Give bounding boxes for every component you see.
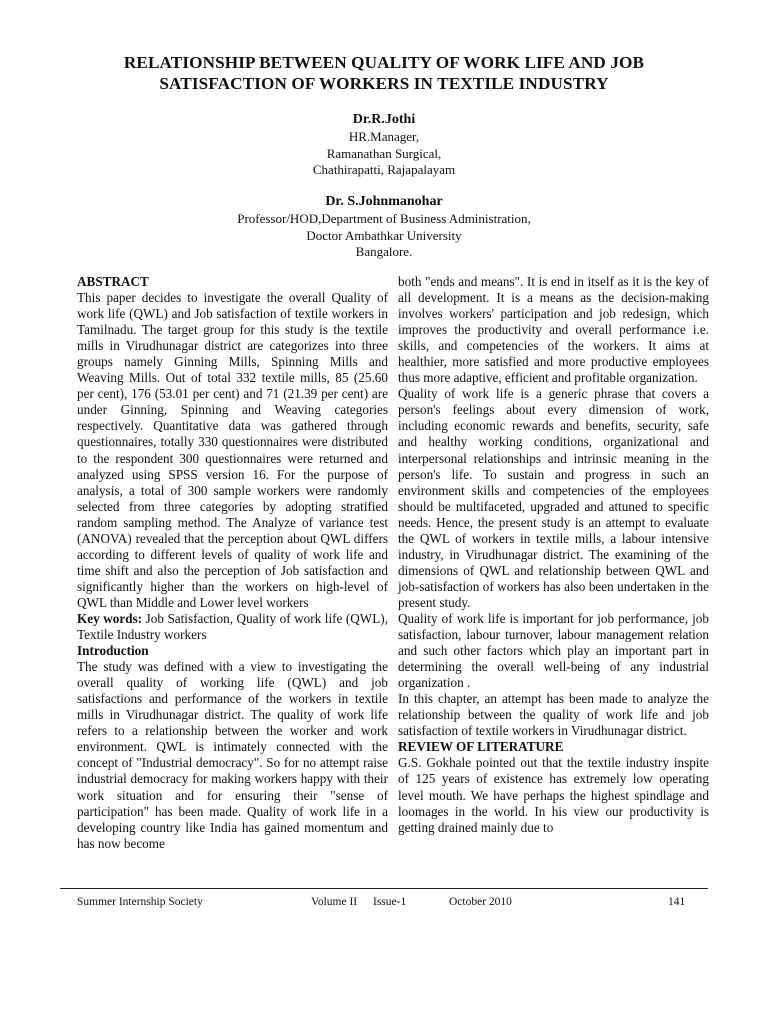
paper-title	[60, 52, 708, 94]
author-block-2	[0, 193, 768, 261]
author-affiliation-line: HR.Manager,	[348, 129, 420, 144]
keywords	[77, 611, 388, 643]
author-block-1	[0, 111, 768, 179]
right-column	[398, 274, 709, 836]
author-name: Dr. S.Johnmanohar	[325, 194, 443, 209]
paragraph: both "ends and means". It is end in itself as it is the key of all development. It is a means as the decision-making involves workers' participation and job redesign, which improves the productivity and overall performance i.e. skills, and competencies of the workers. It aims at healthier, more satisfied and more productive employees thus more adaptive, efficient and profitable organization.	[398, 274, 709, 386]
title-line-2: SATISFACTION OF WORKERS IN TEXTILE INDUSTRY	[159, 74, 609, 93]
footer-volume: Volume II	[311, 896, 358, 908]
author-name: Dr.R.Jothi	[352, 112, 416, 127]
author-affiliation-line: Doctor Ambathkar University	[306, 227, 462, 243]
abstract-text: This paper decides to investigate the overall Quality of work life (QWL) and Job satisfaction of textile workers in Tamilnadu. The target group for this study is the textile mills in Virudhunagar district are categorizes into three groups namely Ginning Mills, Spinning Mills and Weaving Mills. Out of total 332 textile mills, 85 (25.60 per cent), 176 (53.01 per cent) and 71 (21.39 per cent) are under Ginning, Spinning and Weaving categories respectively. Quantitative data was gathered through questionnaires, totally 330 questionnaires were distributed to the respondent 300 questionnaires were returned and analyzed using SPSS version 16. For the purpose of analysis, a total of 300 sample workers were randomly selected from three categories by adopting stratified random sampling method. The Analyze of variance test (ANOVA) revealed that the perception about QWL differs according to different levels of quality of work life and time shift and also the perception of Job satisfaction and significantly higher than the workers on high-level of QWL than Middle and Lower level workers	[77, 290, 388, 610]
paragraph: Quality of work life is important for job performance, job satisfaction, labour turnover, labour management relation and such other factors which play an important part in determining the overall well-being of any industrial organization .	[398, 610, 709, 691]
keywords-text: Job Satisfaction, Quality of work life (QWL), Textile Industry workers	[77, 610, 388, 643]
footer-date: October 2010	[449, 896, 512, 908]
introduction-text: The study was defined with a view to investigating the overall quality of working life (QWL) and job satisfactions and performance of the workers in textile mills in Virudhunagar district. The quality of work life refers to a relationship between the worker and work environment. QWL is intimately connected with the concept of "Industrial democracy". So for no attempt raise industrial democracy for making workers happy with their work situation and for ensuring their "sense of participation" has been made. Quality of work life in a developing country like India has gained momentum and has now become	[77, 659, 388, 851]
title-line-1: RELATIONSHIP BETWEEN QUALITY OF WORK LIFE AND JOB	[123, 53, 645, 72]
footer-society: Summer Internship Society	[77, 896, 203, 908]
keywords-label: Key words:	[77, 610, 143, 626]
author-affiliation-line: Professor/HOD,Department of Business Administration,	[237, 211, 531, 226]
review-text: G.S. Gokhale pointed out that the textile industry inspite of 125 years of existence has extremely low operating level mouth. We have perhaps the highest spindlage and loomages in the world. In his view our productivity is getting drained mainly due to	[398, 755, 709, 835]
author-affiliation-line: Bangalore.	[355, 244, 413, 259]
paragraph: Quality of work life is a generic phrase that covers a person's feelings about every dimension of work, including economic rewards and benefits, security, safe and healthy working conditions, organizational and interpersonal relationships and intrinsic meaning in the person's life. To sustain and progress in such an environment skills and competencies of the employees should be multifaceted, upgraded and attuned to specific needs. Hence, the present study is an attempt to evaluate the QWL of workers in textile mills, a labour intensive industry, in Virudhunagar district. The examining of the dimensions of QWL and relationship between QWL and job-satisfaction of workers has also been undertaken in the present study.	[398, 386, 709, 610]
footer-divider	[60, 888, 708, 889]
review-of-literature-heading: REVIEW OF LITERATURE	[398, 739, 564, 755]
abstract-heading: ABSTRACT	[77, 274, 149, 289]
author-affiliation-line: Ramanathan Surgical,	[326, 145, 442, 161]
footer-issue: Issue-1	[373, 896, 407, 908]
paragraph: In this chapter, an attempt has been made to analyze the relationship between the quality of work life and job satisfaction of textile workers in Virudhunagar district.	[398, 691, 709, 739]
author-affiliation-line: Chathirapatti, Rajapalayam	[312, 162, 456, 177]
footer-page-number: 141	[668, 896, 686, 908]
left-column	[77, 274, 388, 852]
introduction-heading: Introduction	[77, 643, 149, 659]
